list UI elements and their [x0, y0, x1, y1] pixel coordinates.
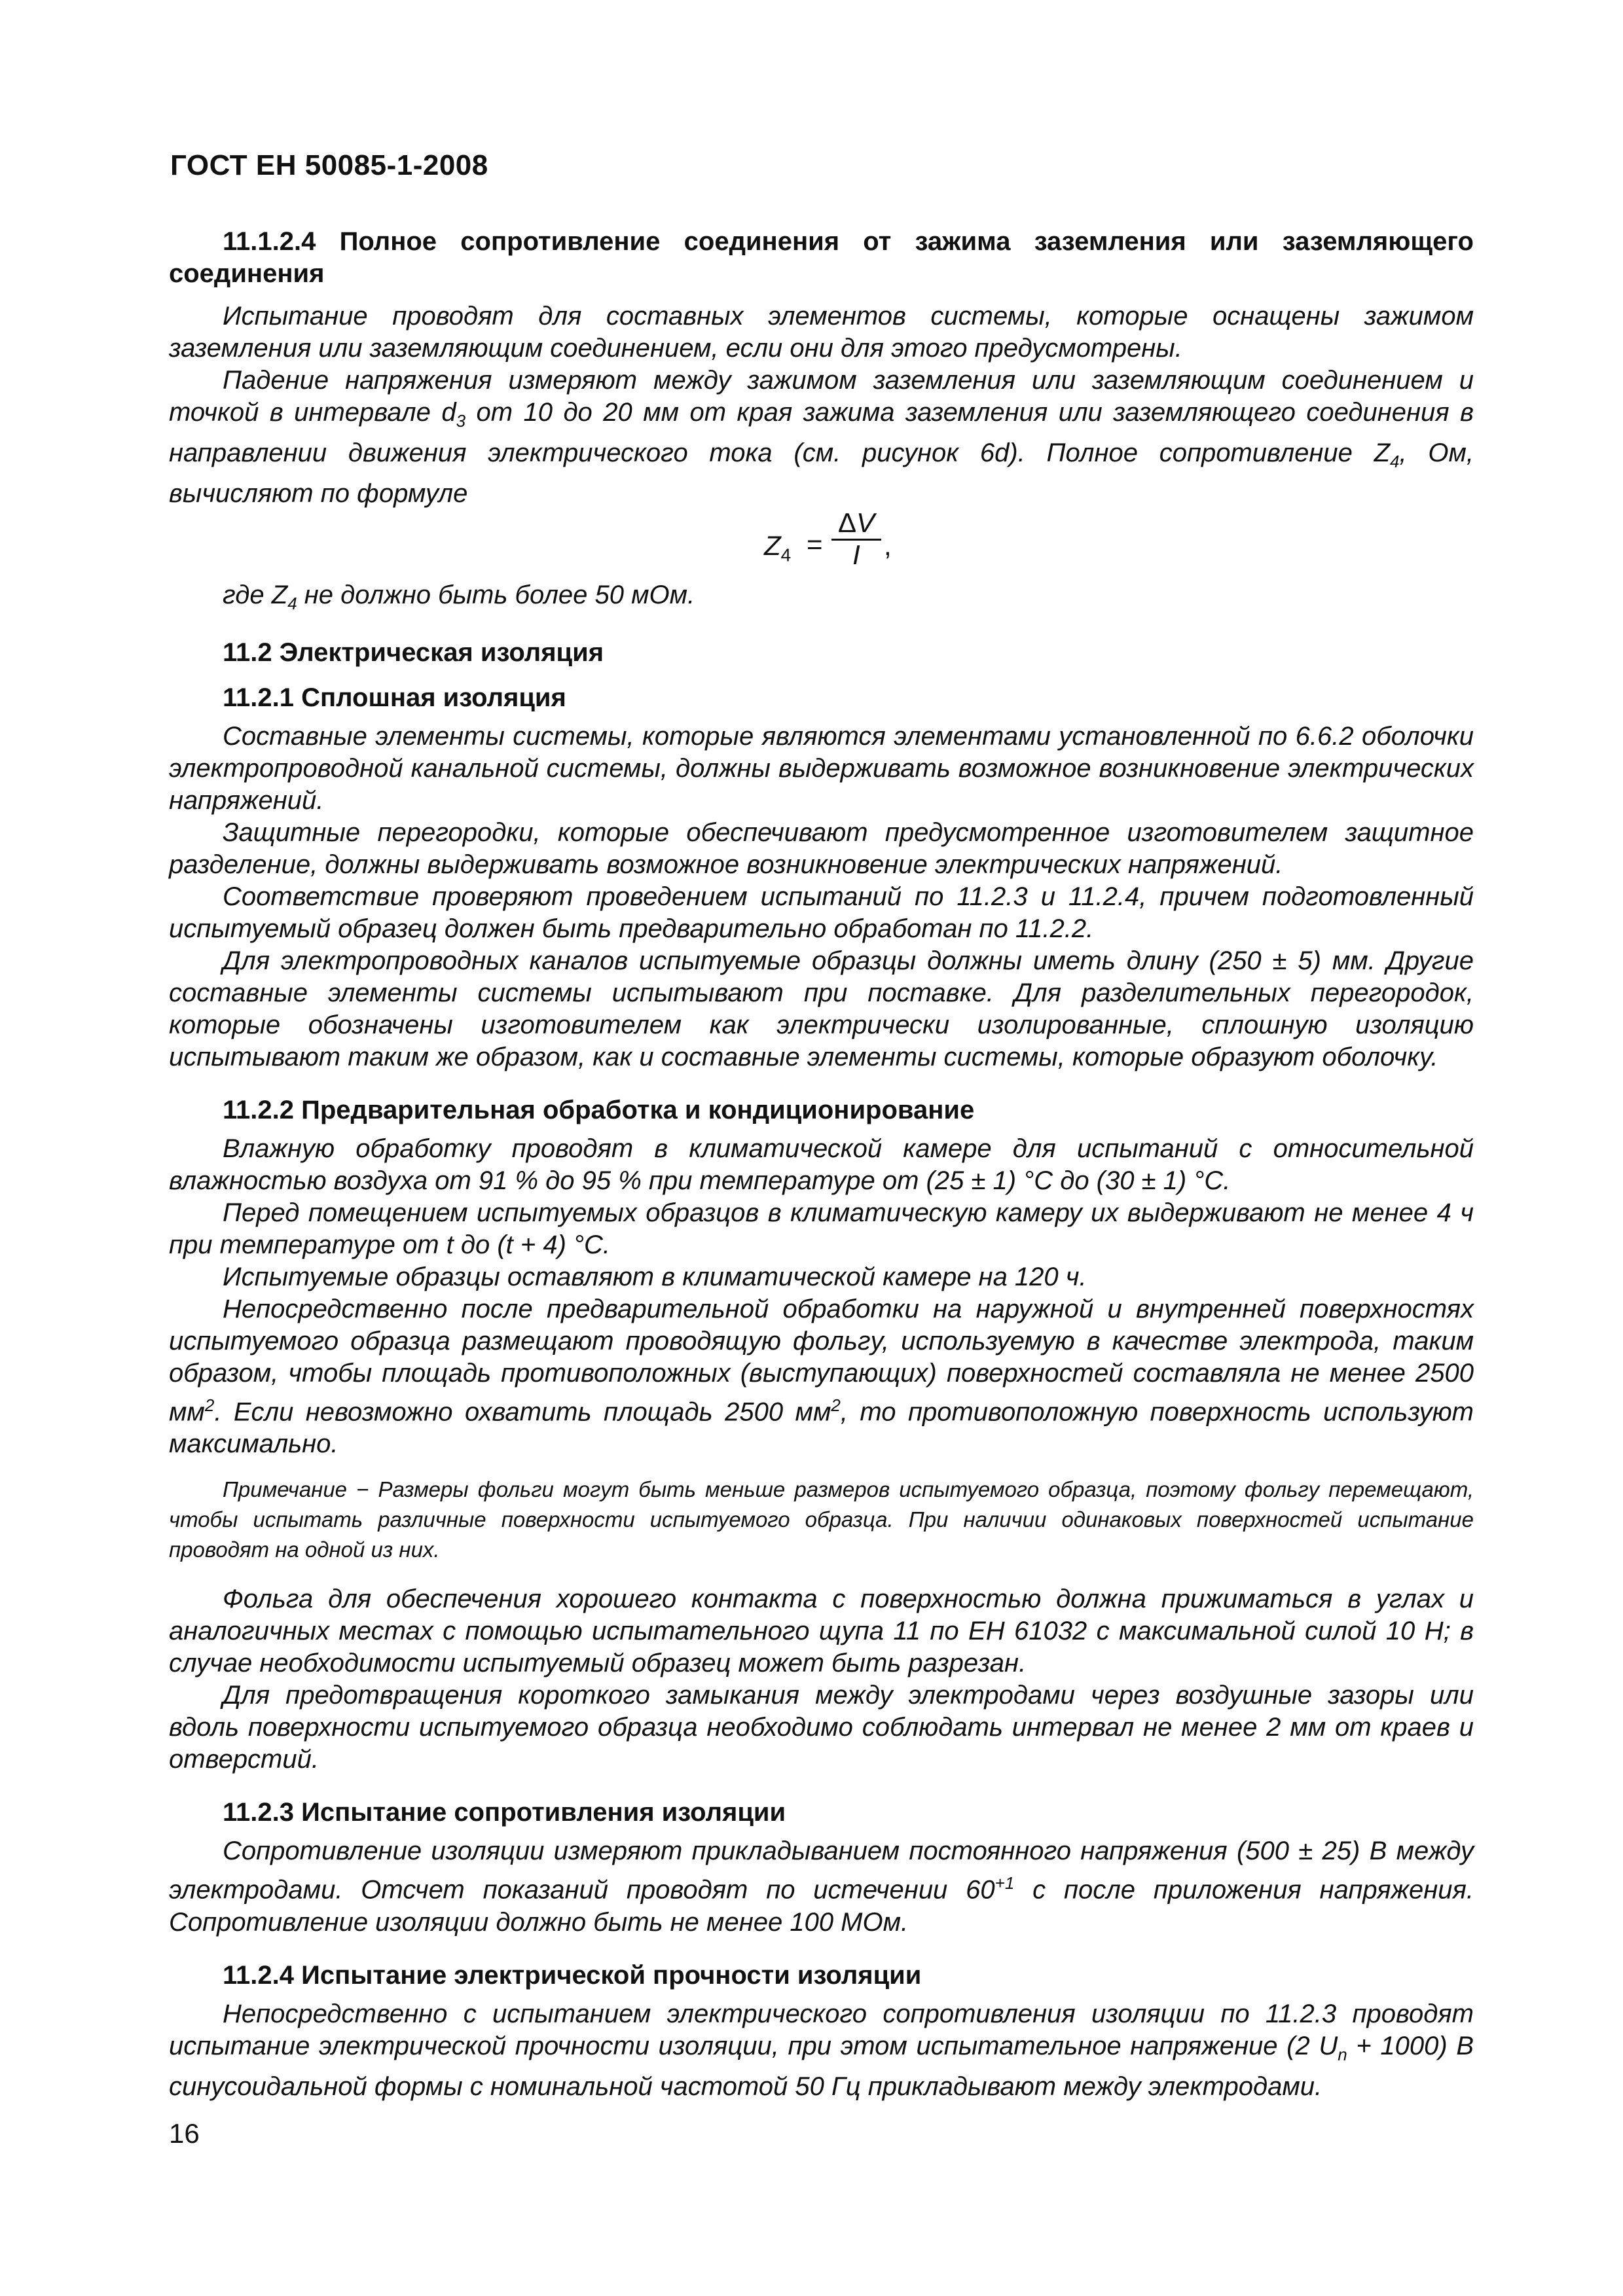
formula-comma: ,	[884, 530, 892, 561]
section-heading-11-2-4: 11.2.4 Испытание электрической прочности изоляции	[223, 1960, 922, 1990]
paragraph: Падение напряжения измеряют между зажимом заземления или заземляющим соединением и точкой в интервале $d_3$ от 10 до 20 мм от края зажима заземления или заземляющего соединения в направлении движения электрического тока (см. рисунок 6d). Полное сопротивление $Z_4$, Ом, вычисляют по формуле	[169, 366, 1474, 508]
paragraph: Испытание проводят для составных элементов системы, которые оснащены зажимом заземления или заземляющим соединением, если они для этого предусмотрены.	[169, 302, 1474, 363]
formula-lhs: $Z_4$	[764, 530, 792, 565]
section-heading-11-2: 11.2 Электрическая изоляция	[223, 638, 604, 667]
section-heading-11-2-3: 11.2.3 Испытание сопротивления изоляции	[223, 1798, 786, 1827]
section-heading-11-2-1: 11.2.1 Сплошная изоляция	[223, 683, 566, 712]
paragraph: Сопротивление изоляции измеряют прикладыванием постоянного напряжения (500 ± 25) В между электродами. Отсчет показаний проводят по истечении $60^{+1}$ с после приложения напряжения. Сопротивление изоляции должно быть не менее 100 МОм.	[169, 1837, 1474, 1937]
paragraph: Защитные перегородки, которые обеспечивают предусмотренное изготовителем защитное разделение, должны выдерживать возможное возникновение электрических напряжений.	[169, 818, 1474, 879]
paragraph: Соответствие проверяют проведением испытаний по 11.2.3 и 11.2.4, причем подготовленный испытуемый образец должен быть предварительно обработан по 11.2.2.	[169, 882, 1474, 943]
section-heading-11-2-2: 11.2.2 Предварительная обработка и кондиционирование	[223, 1096, 975, 1124]
paragraph: Для предотвращения короткого замыкания между электродами через воздушные зазоры или вдоль поверхности испытуемого образца необходимо соблюдать интервал не менее 2 мм от краев и отверстий.	[169, 1681, 1474, 1774]
formula-equals: =	[807, 529, 823, 560]
note: Примечание − Размеры фольги могут быть меньше размеров испытуемого образца, поэтому фольгу перемещают, чтобы испытать различные поверхности испытуемого образца. При наличии одинаковых поверхностей испытание проводят на одной из них.	[169, 1477, 1474, 1562]
paragraph: Непосредственно после предварительной обработки на наружной и внутренней поверхностях испытуемого образца размещают проводящую фольгу, используемую в качестве электрода, таким образом, чтобы площадь противоположных (выступающих) поверхностей составляла не менее 2500 $мм^2$. Если невозможно охватить площадь 2500 $мм^2$, то противоположную поверхность используют максимально.	[169, 1295, 1474, 1459]
section-heading-11-1-2-4: 11.1.2.4 Полное сопротивление соединения от зажима заземления или заземляющего соединения	[169, 227, 1474, 288]
paragraph: Для электропроводных каналов испытуемые образцы должны иметь длину (250 ± 5) мм. Другие составные элементы системы испытывают при поставке. Для разделительных перегородок, которые обозначены изготовителем как электрически изолированные, сплошную изоляцию испытывают таким же образом, как и составные элементы системы, которые образуют оболочку.	[169, 946, 1474, 1071]
formula-explanation: где $Z_4$ не должно быть более 50 мОм.	[223, 581, 695, 613]
formula-denominator: I	[852, 539, 860, 570]
page-number: 16	[169, 2118, 200, 2149]
paragraph: Составные элементы системы, которые являются элементами установленной по 6.6.2 оболочки электропроводной канальной системы, должны выдерживать возможное возникновение электрических напряжений.	[169, 722, 1474, 815]
paragraph: Испытуемые образцы оставляют в климатической камере на 120 ч.	[223, 1263, 1087, 1291]
paragraph: Непосредственно с испытанием электрического сопротивления изоляции по 11.2.3 проводят испытание электрической прочности изоляции, при этом испытательное напряжение (2 $U_n + 1000$) В синусоидальной формы с номинальной частотой 50 Гц прикладывают между электродами.	[169, 1999, 1474, 2101]
paragraph: Перед помещением испытуемых образцов в климатическую камеру их выдерживают не менее 4 ч при температуре от t до (t + 4) °С.	[169, 1198, 1474, 1259]
formula-fraction	[831, 509, 881, 569]
formula-numerator: ΔV	[831, 509, 881, 541]
page-body	[169, 226, 1474, 2103]
impedance-formula	[169, 507, 1474, 574]
paragraph: Влажную обработку проводят в климатической камере для испытаний с относительной влажностью воздуха от 91 % до 95 % при температуре от (25 ± 1) °С до (30 ± 1) °С.	[169, 1134, 1474, 1195]
document-header: ГОСТ ЕН 50085-1-2008	[170, 149, 488, 181]
paragraph: Фольга для обеспечения хорошего контакта с поверхностью должна прижиматься в углах и аналогичных местах с помощью испытательного щупа 11 по ЕН 61032 с максимальной силой 10 Н; в случае необходимости испытуемый образец может быть разрезан.	[169, 1585, 1474, 1678]
